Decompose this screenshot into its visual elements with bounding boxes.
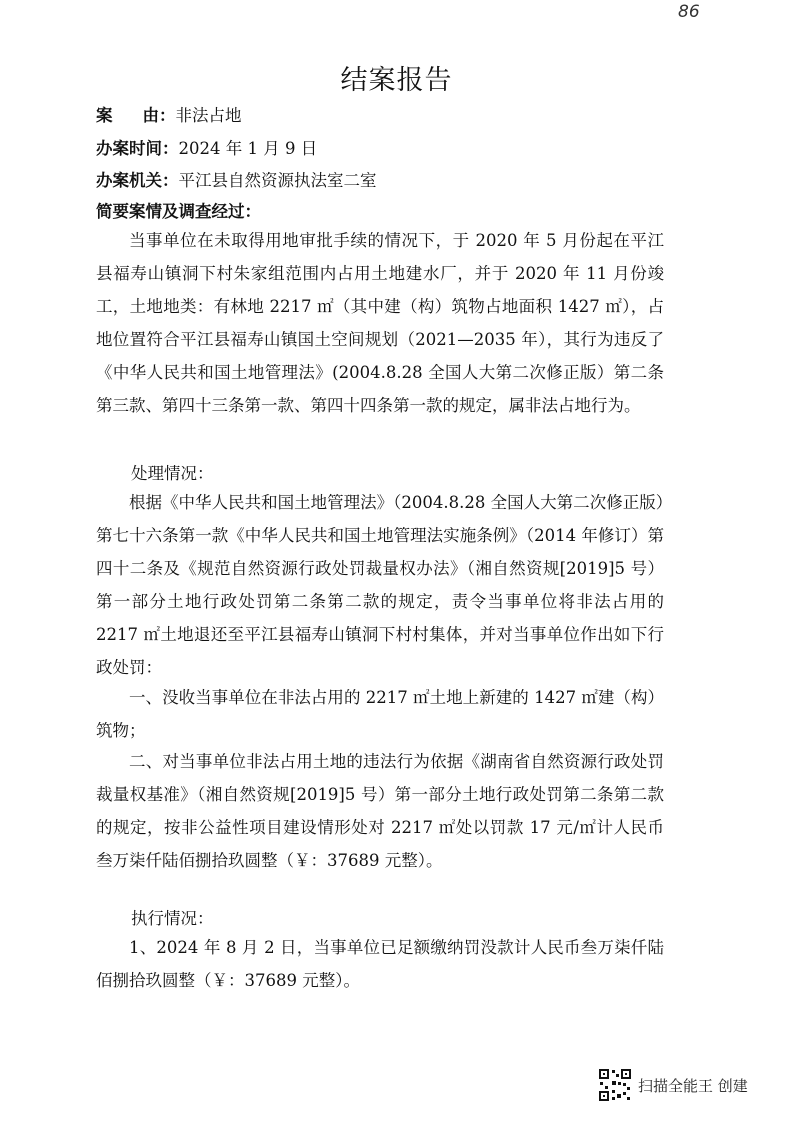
document-title: 结案报告 <box>340 65 453 96</box>
case-cause-row <box>96 102 242 126</box>
case-date-label: 办案时间： <box>96 139 179 158</box>
handling-paragraph: 根据《中华人民共和国土地管理法》（2004.8.28 全国人大第二次修正版）第七十六条第一款《中华人民共和国土地管理法实施条例》（2014 年修订）第四十二条及《规范自然资源行政处罚裁量权办法》（湘自然资规[2019]5 号）第一部分土地行政处罚第二条第二款的规定，责令当事单位将非法占用的 2217 ㎡土地退还至平江县福寿山镇洞下村村集体，并对当事单位作出如下行政处罚： <box>96 493 664 677</box>
qr-code-icon <box>598 1068 632 1102</box>
case-cause-value: 非法占地 <box>175 106 242 125</box>
case-cause-label <box>96 106 176 125</box>
scanner-watermark <box>598 1068 748 1102</box>
case-org-row <box>96 167 377 191</box>
case-cause-label-a: 案 <box>96 106 113 125</box>
page-number: 86 <box>678 2 700 22</box>
execution-heading: 执行情况： <box>131 909 214 928</box>
watermark-text: 扫描全能王 创建 <box>638 1076 748 1095</box>
penalty-item-2: 二、对当事单位非法占用土地的违法行为依据《湖南省自然资源行政处罚裁量权基准》（湘自然资规[2019]5 号）第一部分土地行政处罚第二条第二款的规定，按非公益性项目建设情形处对 2217 ㎡处以罚款 17 元/㎡计人民币叁万柒仟陆佰捌拾玖圆整（￥：37689 元整）。 <box>96 752 664 870</box>
summary-heading: 简要案情及调查经过： <box>96 202 261 221</box>
case-org-value: 平江县自然资源执法室二室 <box>178 171 377 190</box>
case-date-row <box>96 135 317 159</box>
summary-paragraph: 当事单位在未取得用地审批手续的情况下，于 2020 年 5 月份起在平江县福寿山镇洞下村朱家组范围内占用土地建水厂，并于 2020 年 11 月份竣工，土地地类：有林地 2217 ㎡（其中建（构）筑物占地面积 1427 ㎡），占地位置符合平江县福寿山镇国土空间规划（2021—2035 年），其行为违反了《中华人民共和国土地管理法》(2004.8.28 全国人大第二次修正版）第二条第三款、第四十三条第一款、第四十四条第一款的规定，属非法占地行为。 <box>96 231 664 415</box>
penalty-item-1: 一、没收当事单位在非法占用的 2217 ㎡土地上新建的 1427 ㎡建（构）筑物； <box>96 688 664 740</box>
case-cause-label-b: 由： <box>142 106 176 125</box>
case-org-label: 办案机关： <box>96 171 179 190</box>
handling-heading: 处理情况： <box>131 464 214 483</box>
execution-item-1: 1、2024 年 8 月 2 日，当事单位已足额缴纳罚没款计人民币叁万柒仟陆佰捌拾玖圆整（￥：37689 元整）。 <box>96 938 664 990</box>
case-date-value: 2024 年 1 月 9 日 <box>178 139 318 158</box>
